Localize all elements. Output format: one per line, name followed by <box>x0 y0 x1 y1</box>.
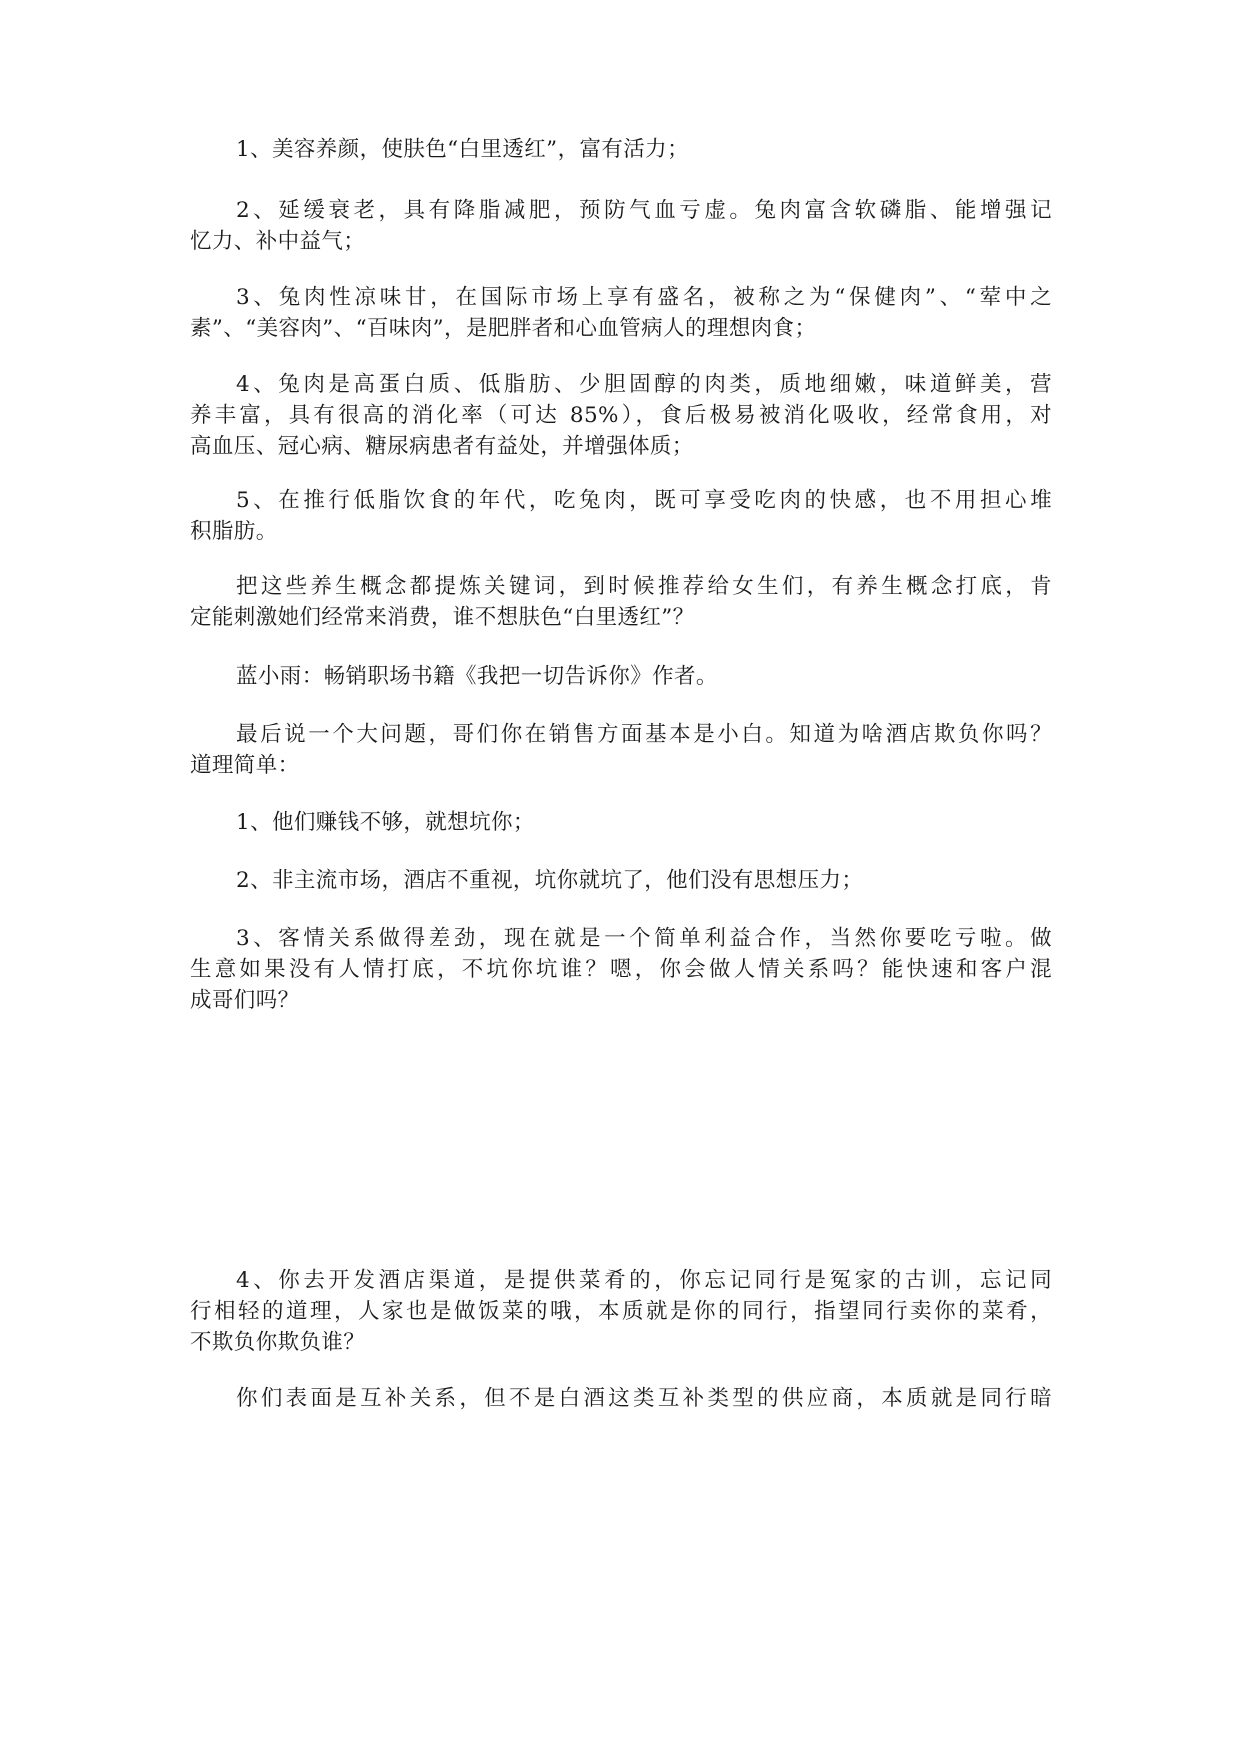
paragraph-line: 3、兔肉性凉味甘，在国际市场上享有盛名，被称之为“保健肉”、“荤中之 <box>236 285 1052 310</box>
paragraph-line: 4、你去开发酒店渠道，是提供菜肴的，你忘记同行是冤家的古训，忘记同 <box>236 1268 1052 1293</box>
paragraph-line: 高血压、冠心病、糖尿病患者有益处，并增强体质； <box>190 434 694 459</box>
paragraph-line: 积脂肪。 <box>190 519 278 544</box>
paragraph-line: 4、兔肉是高蛋白质、低脂肪、少胆固醇的肉类，质地细嫩，味道鲜美，营 <box>236 372 1052 397</box>
paragraph-line: 养丰富，具有很高的消化率（可达 85%），食后极易被消化吸收，经常食用，对 <box>190 403 1052 428</box>
paragraph-line: 道理简单： <box>190 753 300 778</box>
paragraph-line: 2、延缓衰老，具有降脂减肥，预防气血亏虚。兔肉富含软磷脂、能增强记 <box>236 198 1052 223</box>
paragraph-line: 5、在推行低脂饮食的年代，吃兔肉，既可享受吃肉的快感，也不用担心堆 <box>236 488 1052 513</box>
paragraph-line: 1、他们赚钱不够，就想坑你； <box>236 810 535 835</box>
paragraph-line: 素”、“美容肉”、“百味肉”，是肥胖者和心血管病人的理想肉食； <box>190 316 817 341</box>
paragraph-line: 最后说一个大问题，哥们你在销售方面基本是小白。知道为啥酒店欺负你吗？ <box>236 722 1052 747</box>
paragraph-line: 蓝小雨：畅销职场书籍《我把一切告诉你》作者。 <box>236 664 718 689</box>
paragraph-line: 定能刺激她们经常来消费，谁不想肤色“白里透红”？ <box>190 605 695 630</box>
paragraph-line: 把这些养生概念都提炼关键词，到时候推荐给女生们，有养生概念打底，肯 <box>236 574 1052 599</box>
paragraph-line: 1、美容养颜，使肤色“白里透红”，富有活力； <box>236 137 689 162</box>
paragraph-line: 2、非主流市场，酒店不重视，坑你就坑了，他们没有思想压力； <box>236 868 864 893</box>
paragraph-line: 生意如果没有人情打底，不坑你坑谁？嗯，你会做人情关系吗？能快速和客户混 <box>190 957 1052 982</box>
paragraph-line: 不欺负你欺负谁？ <box>190 1330 366 1355</box>
paragraph-line: 行相轻的道理，人家也是做饭菜的哦，本质就是你的同行，指望同行卖你的菜肴， <box>190 1299 1052 1324</box>
paragraph-line: 成哥们吗？ <box>190 988 300 1013</box>
paragraph-line: 3、客情关系做得差劲，现在就是一个简单利益合作，当然你要吃亏啦。做 <box>236 926 1052 951</box>
paragraph-line: 你们表面是互补关系，但不是白酒这类互补类型的供应商，本质就是同行暗 <box>236 1386 1052 1411</box>
paragraph-line: 忆力、补中益气； <box>190 229 366 254</box>
